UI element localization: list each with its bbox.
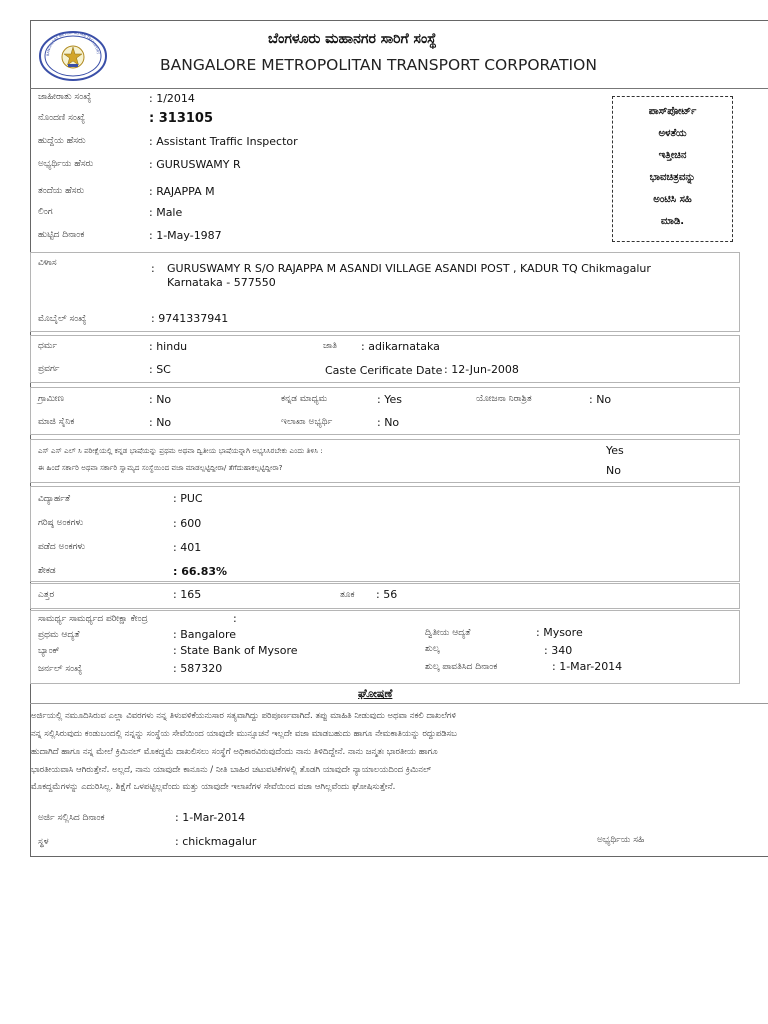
place-label: ಸ್ಥಳ [38,837,49,847]
question-sslc-kannada: ಎಸ್ ಎಸ್ ಎಲ್ ಸಿ ಪರೀಕ್ಷೆಯಲ್ಲಿ ಕನ್ನಡ ಭಾಷೆಯನ್ನು ಪ್ರಥಮ ಅಥವಾ ದ್ವಿತೀಯ ಭಾಷೆಯನ್ನಾಗಿ ಅಭ್ಯಸಿಸಿರಬೇಕು ಎಂದು ತಿಳಿಸಿ : [38,446,323,455]
passport-photo-box [612,96,733,242]
fee-label: ಶುಲ್ಕ [425,644,440,654]
max-marks-value: : 600 [173,517,202,530]
declaration-line: ಭಾರತೀಯವಾಸಿ ಆಗಿರುತ್ತೇನೆ. ಅಲ್ಲದೆ, ನಾನು ಯಾವುದೇ ಕಾನೂನು / ನೀತಿ ಬಾಹಿರ ಚಟುವಟಿಕೆಗಳಲ್ಲಿ ತೊಡಗಿ ಯಾವುದೇ ನ್ಯಾಯಾಲಯದಿಂದ ಕ್ರಿಮಿನಲ್ [31,765,432,775]
father-name-label: ತಂದೆಯ ಹೆಸರು [38,186,85,196]
obtained-marks-value: : 401 [173,541,202,554]
passport-line: ಭಾವಚಿತ್ರವನ್ನು [649,172,696,183]
education-section [30,486,740,582]
registration-label: ನೊಂದಣಿ ಸಂಖ್ಯೆ [38,113,86,123]
dob-label: ಹುಟ್ಟಿದ ದಿನಾಂಕ [38,230,85,240]
religion-value: : hindu [149,340,188,353]
exam-centre-label: ಸಾಮರ್ಥ್ಯ ಸಾಮರ್ಥ್ಯದ ಪರೀಕ್ಷಾ ಕೇಂದ್ರ [38,614,148,624]
percentage-label: ಶೇಕಡ [38,566,56,576]
gender-label: ಲಿಂಗ [38,207,53,217]
address-colon: : [151,262,155,275]
passport-line: ಅಳತೆಯ [658,128,687,139]
dob-value: : 1-May-1987 [149,229,222,242]
fee-date-label: ಶುಲ್ಕ ಪಾವತಿಸಿದ ದಿನಾಂಕ [425,662,498,672]
obtained-marks-label: ಪಡೆದ ಅಂಕಗಳು [38,542,86,552]
qualification-value: : PUC [173,492,203,505]
address-label: ವಿಳಾಸ [38,258,57,268]
passport-line: ಮಾಡಿ. [660,216,685,227]
second-preference-value: : Mysore [536,626,583,639]
declaration-divider [30,703,768,704]
application-date-label: ಅರ್ಜಿ ಸಲ್ಲಿಸಿದ ದಿನಾಂಕ [38,813,105,823]
height-value: : 165 [173,588,202,601]
caste-label: ಜಾತಿ [323,341,337,351]
caste-value: : adikarnataka [361,340,440,353]
candidate-signature-label: ಅಭ್ಯರ್ಥಿಯ ಸಹಿ [597,835,645,845]
application-date-value: : 1-Mar-2014 [175,811,246,824]
place-value: : chickmagalur [175,835,257,848]
journal-number-value: : 587320 [173,662,223,675]
max-marks-label: ಗರಿಷ್ಠ ಅಂಕಗಳು [38,518,84,528]
question-dismissed-answer: No [606,464,621,477]
notification-label: ಜಾಹೀರಾತು ಸಂಖ್ಯೆ [38,92,92,102]
address-line1: GURUSWAMY R S/O RAJAPPA M ASANDI VILLAGE ASANDI POST , KADUR TQ Chikmagalur [167,262,651,275]
ex-serviceman-value: : No [149,416,172,429]
notification-value: : 1/2014 [149,92,195,105]
second-preference-label: ದ್ವಿತೀಯ ಆದ್ಯತೆ [425,628,471,638]
fee-value: : 340 [544,644,573,657]
category-label: ಪ್ರವರ್ಗ [38,364,60,374]
journal-number-label: ಜರ್ನಲ್ ಸಂಖ್ಯೆ [38,664,83,674]
address-line2: Karnataka - 577550 [167,276,276,289]
question-dismissed: ಈ ಹಿಂದೆ ಸರ್ಕಾರಿ ಅಥವಾ ಸರ್ಕಾರಿ ಸ್ವಾಮ್ಯದ ಸಂಸ್ಥೆಯಿಂದ ವಜಾ ಮಾಡಲ್ಪಟ್ಟಿದ್ದೀರಾ/ ತೆಗೆದುಹಾಕಲ್ಪಟ್ಟಿದ್ದೀರಾ? [38,463,283,472]
fee-date-value: : 1-Mar-2014 [552,660,623,673]
mobile-label: ಮೊಬೈಲ್ ಸಂಖ್ಯೆ [38,314,87,324]
weight-label: ತೂಕ [340,590,355,600]
father-name-value: : RAJAPPA M [149,185,215,198]
gender-value: : Male [149,206,183,219]
dept-candidate-value: : No [377,416,400,429]
height-label: ಎತ್ತರ [38,590,55,600]
declaration-line: ಹುದಾಗಿದೆ ಹಾಗೂ ನನ್ನ ಮೇಲೆ ಕ್ರಿಮಿನಲ್ ಮೊಕದ್ದಮೆ ದಾಖಲಿಸಲು ಸಂಸ್ಥೆಗೆ ಅಧಿಕಾರವಿರುವುದೆಂದು ನಾನು ತಿಳಿದಿದ್ದೇನೆ. ನಾನು ಜನ್ಮತಃ ಭಾರತೀಯ ಹಾಗೂ [31,747,438,757]
passport-line: ಪಾಸ್‌ಪೋರ್ಟ್ [648,106,697,117]
kannada-medium-value: : Yes [377,393,402,406]
project-displaced-label: ಯೋಜನಾ ನಿರಾಶ್ರಿತ [476,394,532,404]
dept-candidate-label: ಇಲಾಖಾ ಅಭ್ಯರ್ಥಿ [281,417,333,427]
registration-value: : 313105 [149,111,213,126]
logo-ring-text: BANGALORE METROPOLITAN TRANSPORT [45,30,100,57]
question-sslc-answer: Yes [606,444,624,457]
declaration-heading: ಘೋಷಣೆ [358,687,393,700]
bmtc-logo-icon [37,30,109,82]
bank-label: ಬ್ಯಾಂಕ್ [38,646,60,656]
passport-line: ಅಂಟಿಸಿ ಸಹಿ [653,194,692,205]
first-preference-value: : Bangalore [173,628,237,641]
exam-centre-colon: : [233,612,237,625]
weight-value: : 56 [376,588,398,601]
english-title: BANGALORE METROPOLITAN TRANSPORT CORPORATION [160,56,597,74]
declaration-line: ಅರ್ಜಿಯಲ್ಲಿ ನಮೂದಿಸಿರುವ ಎಲ್ಲಾ ವಿವರಗಳು ನನ್ನ ತಿಳುವಳಿಕೆಯನುಸಾರ ಸತ್ಯವಾಗಿದ್ದು ಪರಿಪೂರ್ಣವಾಗಿದೆ. ತಪ್ಪು ಮಾಹಿತಿ ನೀಡುವುದು ಅಥವಾ ನಕಲಿ ದಾಖಲೆಗಳಿ [31,711,457,721]
bank-value: : State Bank of Mysore [173,644,298,657]
candidate-name-value: : GURUSWAMY R [149,158,241,171]
caste-certificate-label: Caste Cerificate Date [325,364,443,377]
post-value: : Assistant Traffic Inspector [149,135,298,148]
project-displaced-value: : No [589,393,612,406]
candidate-name-label: ಅಭ್ಯರ್ಥಿಯ ಹೆಸರು [38,159,94,169]
rural-value: : No [149,393,172,406]
religion-label: ಧರ್ಮ [38,341,58,351]
percentage-value: : 66.83% [173,565,228,578]
declaration-line: ಮೊಕದ್ದಮೆಗಳನ್ನು ಎದುರಿಸಿಲ್ಲ. ಶಿಕ್ಷೆಗೆ ಒಳಪಟ್ಟಿಲ್ಲವೆಂದು ಮತ್ತು ಯಾವುದೇ ಇಲಾಖೆಗಳ ಸೇವೆಯಿಂದ ವಜಾ ಆಗಿಲ್ಲವೆಂದು ಘೋಷಿಸುತ್ತೇನೆ. [31,782,396,792]
post-label: ಹುದ್ದೆಯ ಹೆಸರು [38,136,86,146]
mobile-value: : 9741337941 [151,312,229,325]
declaration-line: ನನ್ನ ಸಲ್ಲಿಸಿರುವುದು ಕಂಡುಬಂದಲ್ಲಿ ನನ್ನನ್ನು ಸಂಸ್ಥೆಯ ಸೇವೆಯಿಂದ ಯಾವುದೇ ಮುನ್ಸೂಚನೆ ಇಲ್ಲದೇ ವಜಾ ಮಾಡಬಹುದು ಹಾಗೂ ನೇಮಕಾತಿಯನ್ನು ರದ್ದುಪಡಿಸಬ [31,729,457,739]
qualification-label: ವಿದ್ಯಾರ್ಹತೆ [38,494,71,504]
ex-serviceman-label: ಮಾಜಿ ಸೈನಿಕ [38,417,75,427]
rural-label: ಗ್ರಾಮೀಣ [38,394,65,404]
first-preference-label: ಪ್ರಥಮ ಆದ್ಯತೆ [38,630,80,640]
kannada-title: ಬೆಂಗಳೂರು ಮಹಾನಗರ ಸಾರಿಗೆ ಸಂಸ್ಥೆ [268,31,437,47]
kannada-medium-label: ಕನ್ನಡ ಮಾಧ್ಯಮ [281,394,328,404]
category-value: : SC [149,363,171,376]
caste-certificate-value: : 12-Jun-2008 [444,363,519,376]
passport-line: ಇತ್ತೀಚಿನ [658,150,687,161]
